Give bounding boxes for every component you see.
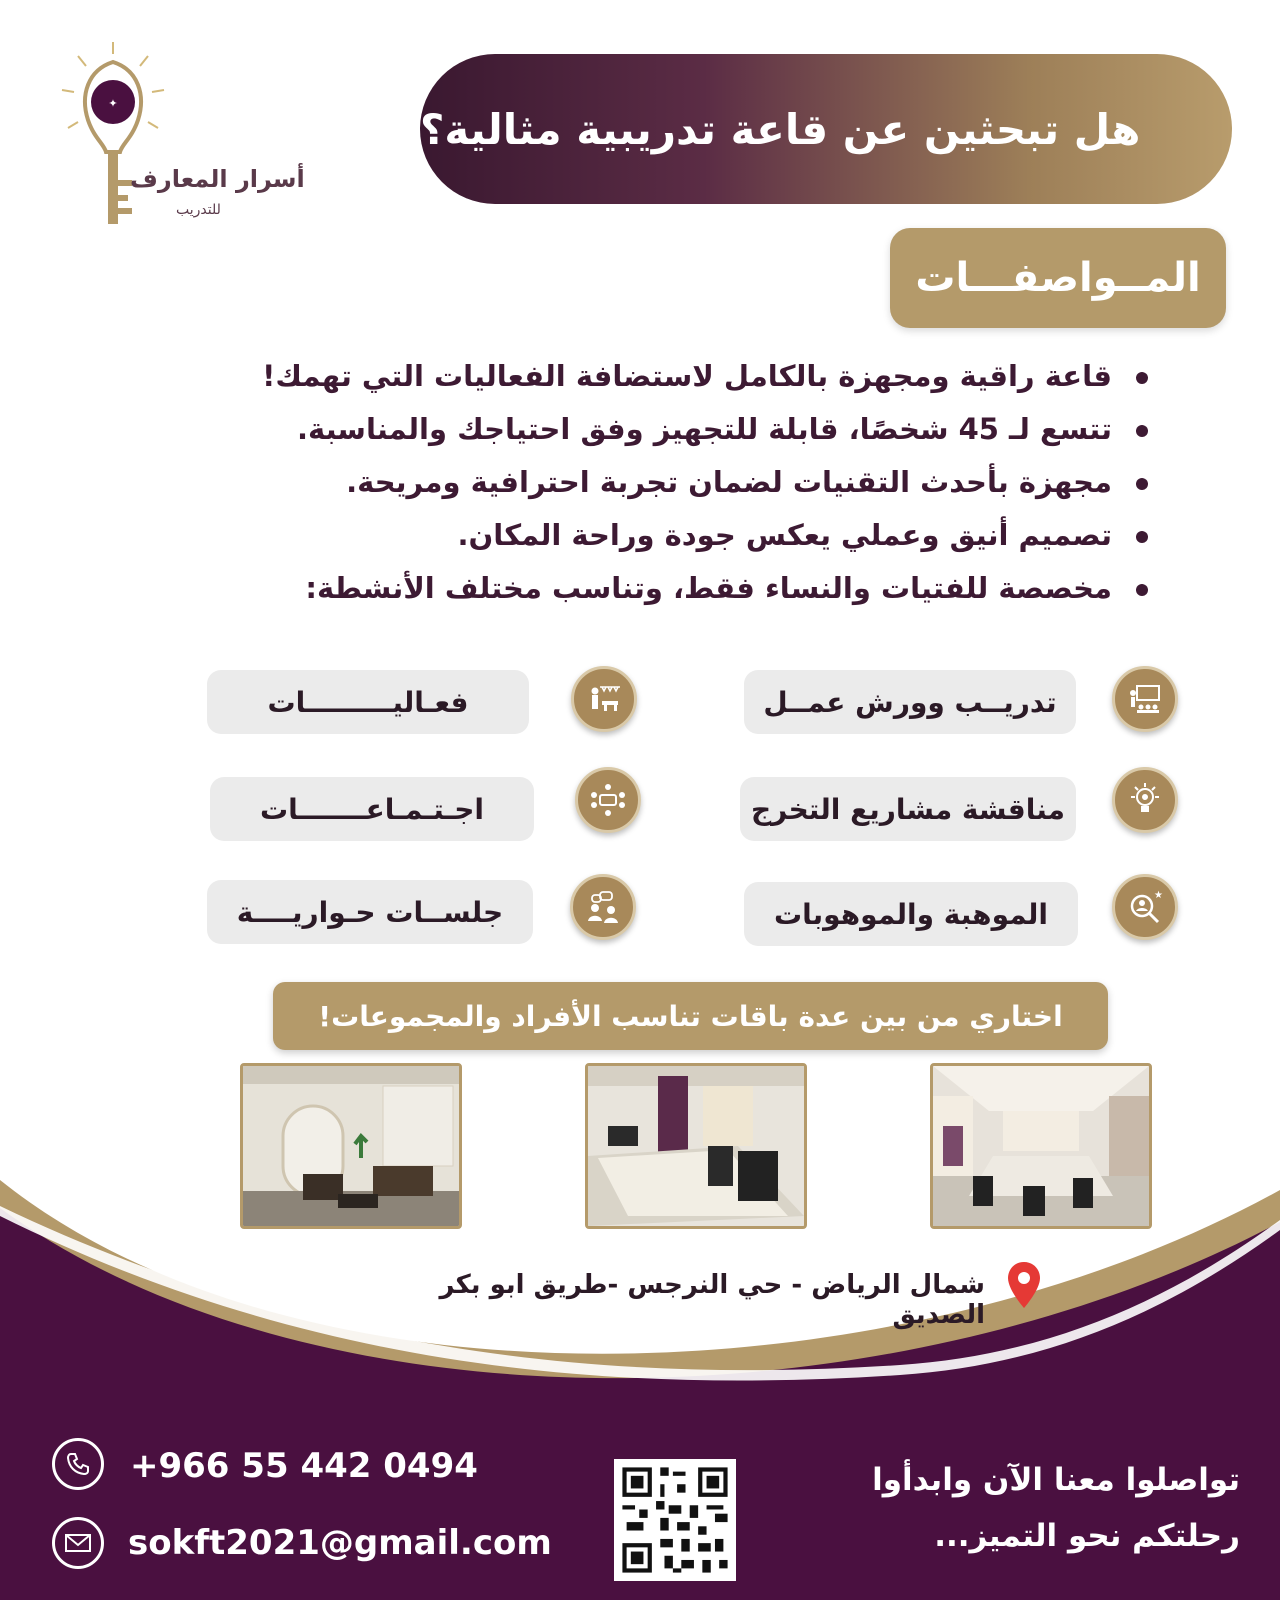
service-events: فعـاليـــــــــات [207, 670, 529, 734]
service-talent: الموهبة والموهوبات [744, 882, 1078, 946]
phone-icon [52, 1438, 104, 1490]
cta-line-1: تواصلوا معنا الآن وابدأوا [872, 1462, 1240, 1498]
spec-item: مجهزة بأحدث التقنيات لضمان تجربة احترافية ومريحة. [172, 456, 1152, 509]
address-text: شمال الرياض - حي النرجس -طريق ابو بكر الصديق [439, 1270, 985, 1330]
location-pin-icon [1006, 1260, 1042, 1310]
cta-line-2: رحلتكم نحو التميز... [934, 1518, 1240, 1554]
svg-text:★: ★ [1154, 890, 1163, 901]
hall-photo-meeting-room [930, 1063, 1152, 1229]
logo-name: أسرار المعارف [130, 165, 305, 193]
specs-title: المــواصفـــات [890, 228, 1226, 328]
packages-banner: اختاري من بين عدة باقات تناسب الأفراد والمجموعات! [273, 982, 1108, 1050]
service-meetings: اجـتـمـاعـــــــات [210, 777, 534, 841]
hall-photo-classroom [585, 1063, 807, 1229]
meetings-icon [575, 767, 641, 833]
spec-item: قاعة راقية ومجهزة بالكامل لاستضافة الفعاليات التي تهمك! [172, 350, 1152, 403]
logo-key-icon [58, 40, 168, 230]
qr-code[interactable] [614, 1459, 736, 1581]
service-training: تدريــب وورش عمــل [744, 670, 1076, 734]
email-icon [52, 1517, 104, 1569]
svg-text:✦: ✦ [108, 97, 118, 110]
phone-number[interactable]: +966 55 442 0494 [130, 1446, 478, 1486]
email-address[interactable]: sokft2021@gmail.com [128, 1523, 552, 1563]
spec-item: تتسع لـ 45 شخصًا، قابلة للتجهيز وفق احتياجك والمناسبة. [172, 403, 1152, 456]
service-graduation: مناقشة مشاريع التخرج [740, 777, 1076, 841]
graduation-icon [1112, 767, 1178, 833]
talent-icon [1112, 874, 1178, 940]
spec-item: مخصصة للفتيات والنساء فقط، وتناسب مختلف الأنشطة: [172, 562, 1152, 615]
hall-photo-lounge [240, 1063, 462, 1229]
events-icon [571, 666, 637, 732]
service-dialogue: جلســات حـواريــــة [207, 880, 533, 944]
specs-list [172, 350, 1152, 615]
training-icon [1112, 666, 1178, 732]
headline-banner: هل تبحثين عن قاعة تدريبية مثالية؟ [420, 54, 1232, 204]
spec-item: تصميم أنيق وعملي يعكس جودة وراحة المكان. [172, 509, 1152, 562]
dialogue-icon [570, 874, 636, 940]
logo-subtitle: للتدريب [176, 202, 221, 218]
